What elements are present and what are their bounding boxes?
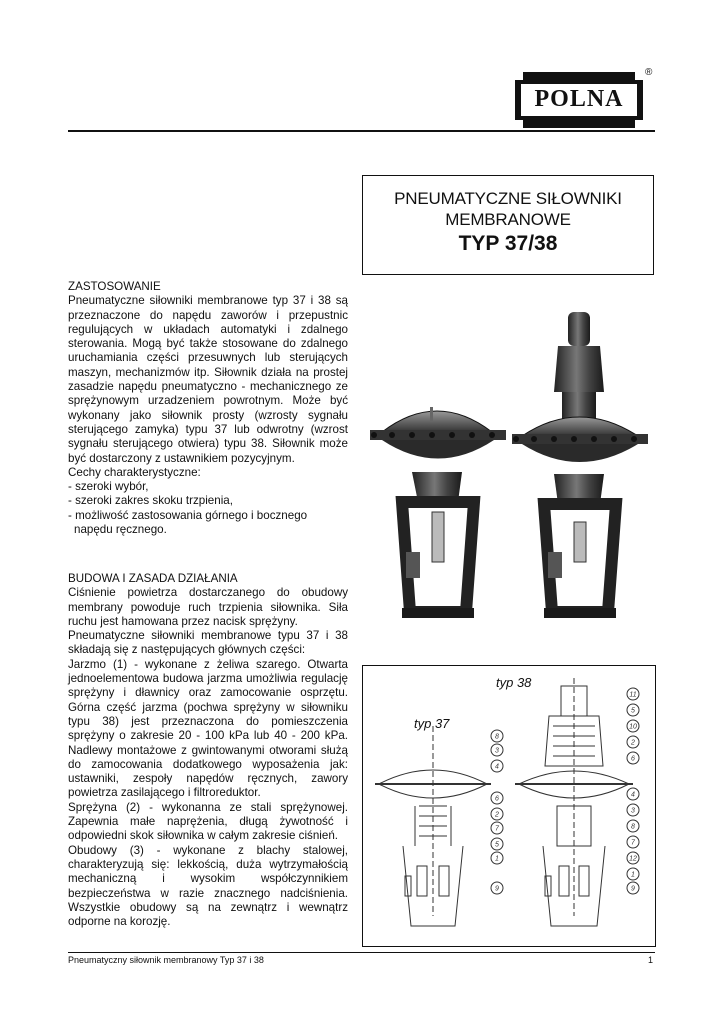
callout-number: 6 [631, 755, 635, 763]
label-typ38: typ 38 [496, 675, 532, 690]
section-heading: BUDOWA I ZASADA DZIAŁANIA [68, 572, 238, 585]
drawing-typ37 [375, 726, 491, 926]
logo-text: POLNA [534, 86, 624, 112]
callout-number: 1 [495, 855, 499, 863]
section-heading: ZASTOSOWANIE [68, 280, 161, 293]
callout-number: 12 [629, 855, 637, 863]
callout-number: 4 [495, 763, 499, 771]
callout-number: 1 [631, 871, 635, 879]
features-heading: Cechy charakterystyczne: [68, 465, 201, 479]
section-zastosowanie [68, 280, 348, 537]
callout-number: 5 [495, 841, 499, 849]
callout-number: 8 [495, 733, 499, 741]
feature-item-continuation: napędu ręcznego. [74, 523, 167, 537]
paragraph: Pneumatyczne siłowniki membranowe typu 37 i 38 składają się z następujących głównych części: [68, 629, 348, 657]
paragraph: Ciśnienie powietrza dostarczanego do obudowy membrany powoduje ruch trzpienia siłownika. Siła ruchu jest hamowana przez nacisk sprężyny. [68, 586, 348, 628]
callout-number: 3 [495, 747, 499, 755]
callout-number: 2 [631, 739, 635, 747]
actuators-photo [362, 312, 652, 652]
actuator-typ38 [512, 312, 648, 618]
callout-number: 4 [631, 791, 635, 799]
title-line-3: TYP 37/38 [458, 232, 558, 255]
title-line-1: PNEUMATYCZNE SIŁOWNIKI [394, 189, 622, 208]
actuator-typ37 [370, 407, 506, 618]
label-typ37: typ 37 [414, 716, 450, 731]
callout-number: 3 [631, 807, 635, 815]
paragraph: Obudowy (3) - wykonane z blachy stalowej, charakteryzują się: lekkością, duża wytrzymałością mechaniczną i wysokim współczynnikiem bezpieczeństwa w razie znacznego nadciśnienia. Wszystkie obudowy są na zewnątrz i wewnątrz odporne na korozję. [68, 843, 348, 929]
section-body: Pneumatyczne siłowniki membranowe typ 37 i 38 są przeznaczone do napędu zaworów i przepustnic regulujących w układach automatyki i zdalnego sterowania. Mogą być także stosowane do zdalnego uruchamiania części przesuwnych lub sterujących maszyn, mechanizmów itp. Siłownik działa na prostej zasadzie napędu pneumatyczno - mechanicznego ze sprężynowym urzadzeniem powrotnym. Może być wykonany jako siłownik prosty (wzrosty sygnału sterującego zamyka) typu 37 lub odwrotny (wzrost sygnału sterującego otwiera) typu 38. Siłownik może być dostarczony z ustawnikiem pozycyjnym. [68, 294, 348, 465]
callout-number: 5 [631, 707, 635, 715]
feature-item: - możliwość zastosowania górnego i bocznego [68, 508, 308, 522]
registered-mark: ® [645, 67, 653, 78]
technical-drawing [362, 665, 656, 947]
page-number: 1 [648, 955, 654, 965]
title-box [362, 175, 654, 275]
cross-section-drawing [363, 666, 655, 946]
footer-title: Pneumatyczny siłownik membranowy Typ 37 i 38 [68, 955, 264, 965]
feature-item: - szeroki wybór, [68, 480, 149, 494]
paragraph: Jarzmo (1) - wykonane z żeliwa szarego. Otwarta jednoelementowa budowa jarzma umożliwia regulację sprężyny i dławnicy oraz zamocowanie osprzętu. Górna część jarzma (pochwa sprężyny w siłowniku typu 38) jest przeznaczona do pomieszczenia sprężyny o zakresie 20 - 100 kPa lub 40 - 200 kPa. Nadlewy montażowe z gwintowanymi otworami służą do zamocowania dodatkowego wyposażenia jak: ustawniki, zespoły napędów ręcznych, zawory powietrza zasilającego i filtroreduktor. [68, 657, 348, 800]
top-rule [68, 130, 655, 132]
callout-number: 6 [495, 795, 499, 803]
product-photo [362, 312, 652, 652]
paragraph: Sprężyna (2) - wykonanna ze stali sprężynowej. Zapewnia małe naprężenia, długą żywotność i odpowiedni skok siłownika w całym zakresie ciśnień. [68, 800, 348, 843]
section-budowa [68, 572, 348, 929]
callout-number: 7 [631, 839, 635, 847]
callout-number: 11 [629, 691, 637, 699]
callout-number: 10 [629, 723, 637, 731]
drawing-typ38 [515, 678, 633, 926]
callout-number: 2 [495, 811, 499, 819]
callout-number: 8 [631, 823, 635, 831]
callout-number: 7 [495, 825, 499, 833]
feature-item: - szeroki zakres skoku trzpienia, [68, 494, 233, 508]
bottom-rule [68, 952, 655, 953]
title-line-2: MEMBRANOWE [445, 210, 571, 229]
callout-number: 9 [495, 885, 499, 893]
polna-logo [515, 70, 643, 130]
callout-number: 9 [631, 885, 635, 893]
